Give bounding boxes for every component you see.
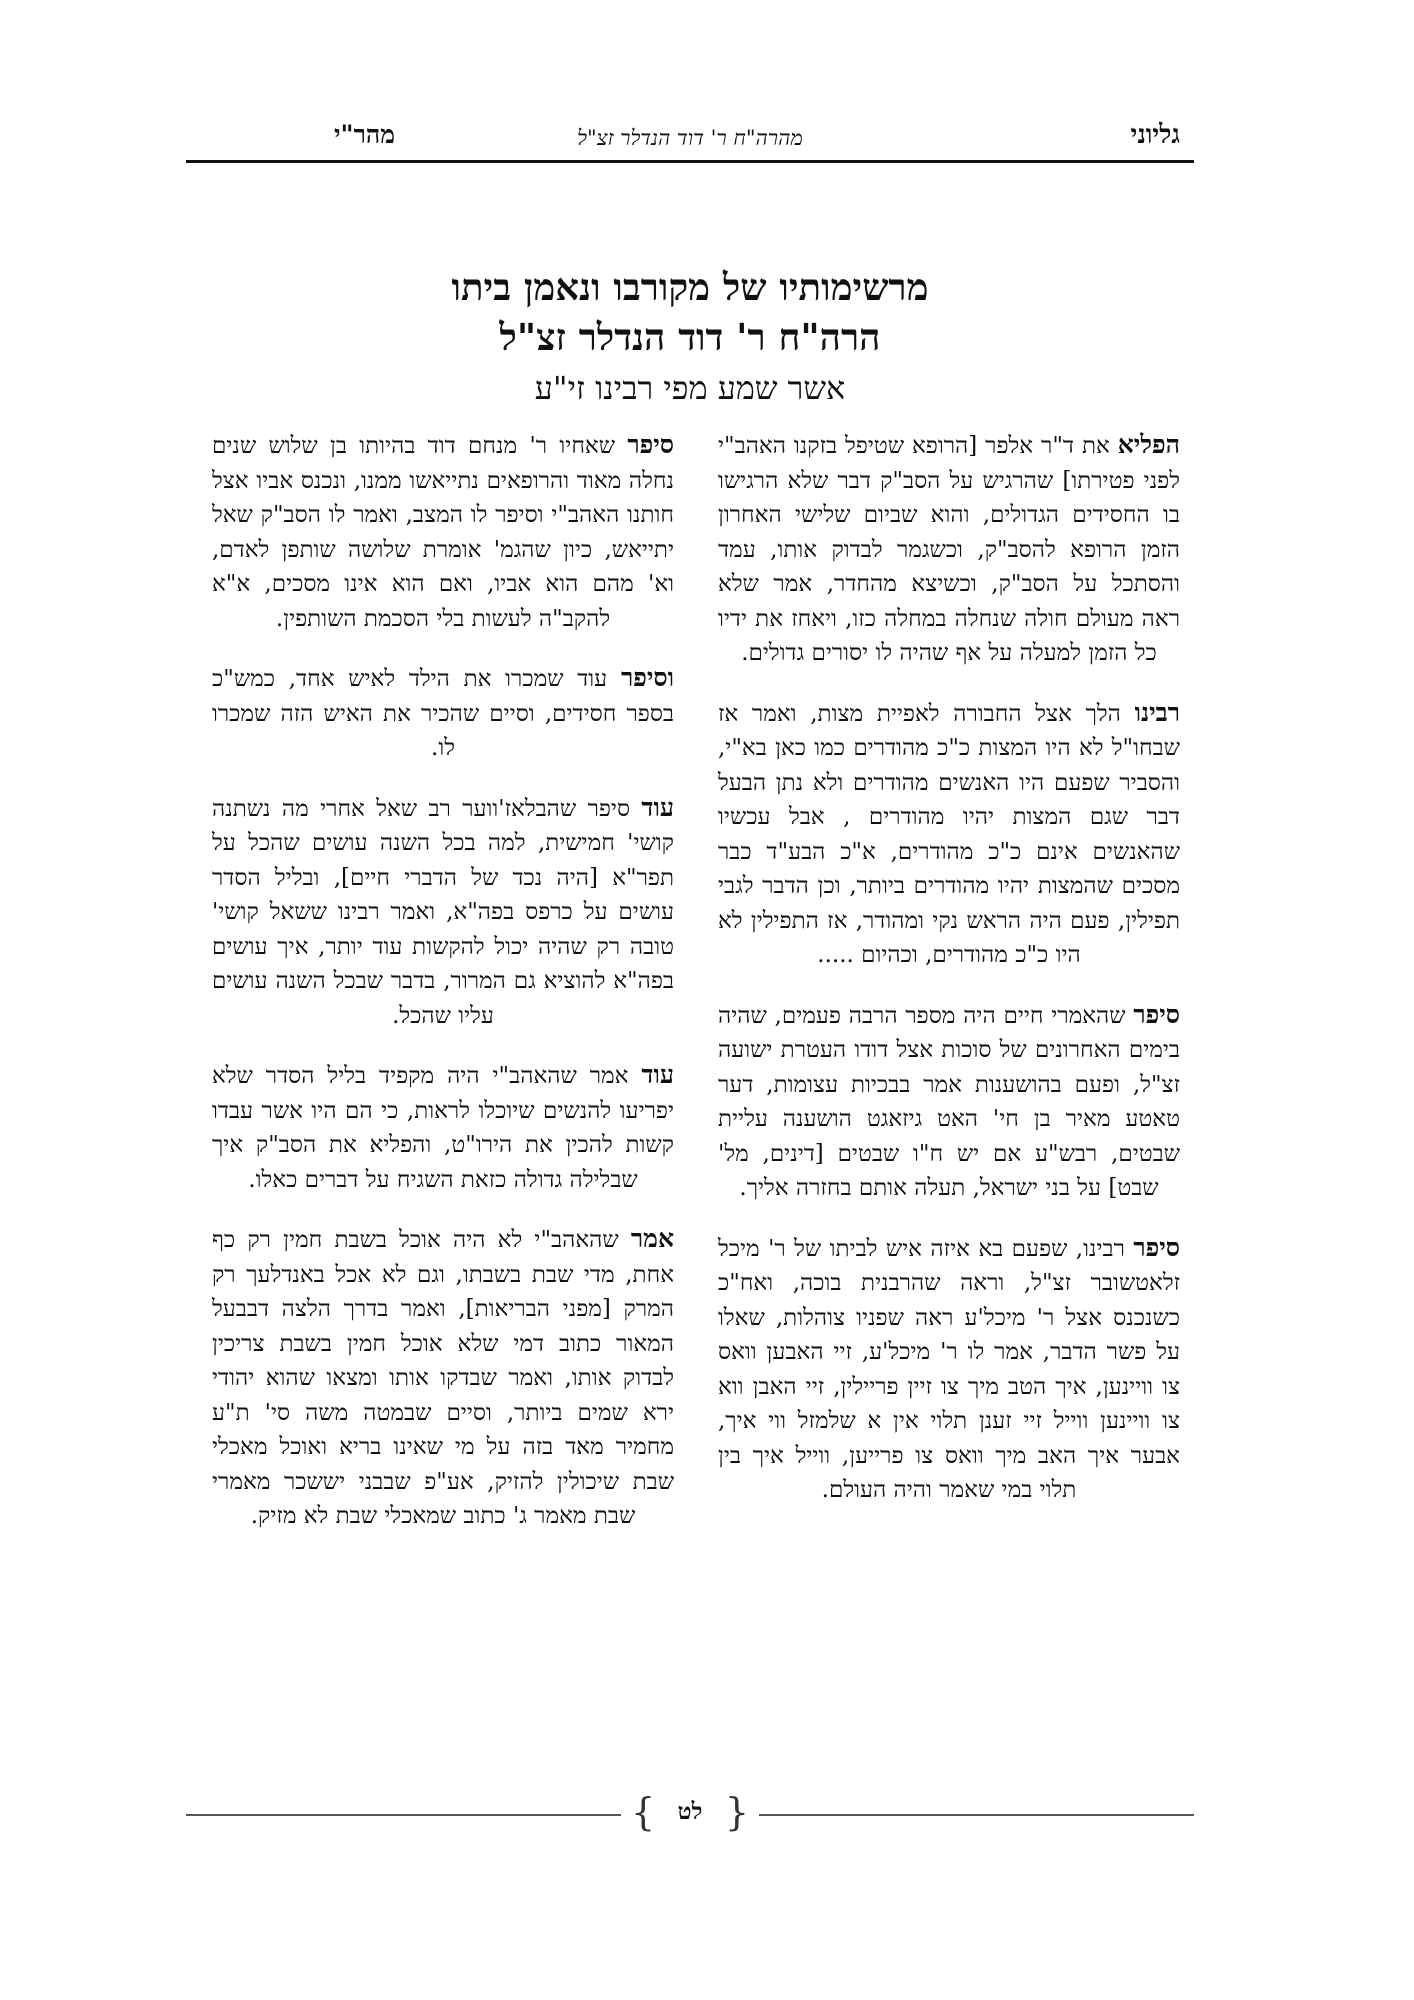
paragraph-text: עוד שמכרו את הילד לאיש אחד, כמש"כ בספר חסידים, וסיים שהכיר את האיש הזה שמכרו לו. — [212, 666, 674, 761]
paragraph-text: אמר שהאהב"י היה מקפיד בליל הסדר שלא יפריעו להנשים שיוכלו לראות, כי הם היו אשר עבדו קשות להכין את הירו"ט, והפליא את הסב"ק איך שבלילה גדולה כזאת השגיח על דברים כאלו. — [212, 1063, 674, 1193]
paragraph — [718, 998, 1180, 1206]
paragraph — [212, 428, 674, 636]
paragraph-text: סיפר שהבלאז'ווער רב שאל אחרי מה נשתנה קושי' חמישית, למה בכל השנה עושים שהכל על תפר"א [היה נכד של הדברי חיים], ובליל הסדר עושים על כרפס בפה"א, ואמר רבינו ששאל קושי' טובה רק שהיה יכול להקשות עוד יותר, איך עושים בפה"א להוציא גם המרור, בדבר שבכל השנה עושים עליו שהכל. — [212, 795, 674, 1029]
brace-ornament-icon: { — [724, 1790, 749, 1834]
article-title-block — [186, 262, 1194, 412]
paragraph-text: את ד"ר אלפר [הרופא שטיפל בזקנו האהב"י לפני פטירתו] שהרגיש על הסב"ק דבר שלא הרגישו בו החסידים הגדולים, והוא שביום שלישי האחרון הזמן הרופא להסב"ק, וכשגמר לבדוק אותו, עמד והסתכל על הסב"ק, וכשיצא מהחדר, אמר שלא ראה מעולם חולה שנחלה במחלה כזו, ויאחז את ידיו כל הזמן למעלה על אף שהיה לו יסורים גדולים. — [718, 433, 1180, 666]
paragraph-text: שהאהב"י לא היה אוכל בשבת חמין רק כף אחת, מדי שבת בשבתו, וגם לא אכל באנדלעך רק המרק [מפני הבריאות], ואמר בדרך הלצה דבבעל המאור כתוב דמי שלא אוכל חמין בשבת צריכין לבדוק אותו, ואמר שבדקו אותו ומצאו שהוא יהודי ירא שמים ביותר, וסיים שבמטה משה סי' ת"ע מחמיר מאד בזה על מי שאינו בריא ואוכל מאכלי שבת שיכולין להזיק, אע"פ שבבני יששכר מאמרי שבת מאמר ג' כתוב שמאכלי שבת לא מזיק. — [212, 1227, 674, 1529]
paragraph-lead-word: סיפר — [627, 430, 674, 459]
paragraph — [718, 428, 1180, 671]
paragraph-text: שהאמרי חיים היה מספר הרבה פעמים, שהיה בימים האחרונים של סוכות אצל דודו העטרת ישועה זצ"ל, ופעם בהושענות אמר בבכיות עצומות, דער טאטע מאיר בן חי' האט גיזאגט הושענה עליית שבטים, רבש"ע אם יש ח"ו שבטים [דינים, מל' שבט] על בני ישראל, תעלה אותם בחזרה אליך. — [718, 1002, 1180, 1201]
paragraph-lead-word: הפליא — [1117, 430, 1180, 459]
paragraph-lead-word: עוד — [641, 1060, 674, 1089]
paragraph — [718, 1231, 1180, 1508]
paragraph-text: רבינו, שפעם בא איזה איש לביתו של ר' מיכל זלאטשובר זצ"ל, וראה שהרבנית בוכה, ואח"כ כשנכנס אצל ר' מיכל'ע ראה שפניו צוהלות, שאלו על פשר הדבר, אמר לו ר' מיכל'ע, זיי האבען וואס צו וויינען, איך הטב מיך צו זיין פריילין, זיי האבן ווא צו וויינען ווייל זיי זענן תלוי אין א שלמזל ווי איך, אבער איך האב מיך וואס צו פרייען, ווייל איך בין תלוי במי שאמר והיה העולם. — [718, 1235, 1180, 1503]
right-column — [718, 428, 1180, 1758]
paragraph-lead-word: רבינו — [1134, 697, 1180, 727]
page-number: לט — [677, 1798, 703, 1825]
left-column — [212, 428, 674, 1758]
page-footer — [186, 1790, 1194, 1840]
running-header — [186, 108, 1194, 168]
title-line-2: הרה"ח ר' דוד הנדלר זצ"ל — [499, 315, 881, 359]
paragraph-lead-word: עוד — [641, 792, 674, 822]
subtitle: אשר שמע מפי רבינו זי"ע — [534, 369, 846, 407]
paragraph-text: הלך אצל החבורה לאפיית מצות, ואמר אז שבחו"ל לא היו המצות כ"כ מהודרים כמו כאן בא"י, והסביר שפעם היו האנשים מהודרים ולא נתן הבעל דבר שגם המצות יהיו מהודרים , אבל עכשיו שהאנשים אינם כ"כ מהודרים, א"כ הבע"ד כבר מסכים שהמצות יהיו מהודרים ביותר, וכן הדבר לגבי תפילין, פעם היה הראש נקי ומהודר, אז התפילין לא היו כ"כ מהודרים, וכהיום ..... — [718, 700, 1180, 968]
paragraph-text: שאחיו ר' מנחם דוד בהיותו בן שלוש שנים נחלה מאוד והרופאים נתייאשו ממנו, ונכנס אביו אצל חותנו האהב"י וסיפר לו המצב, ואמר לו הסב"ק שאל יתייאש, כיון שהגמ' אומרת שלושה שותפן לאדם, וא' מהם הוא אביו, ואם הוא אינו מסכים, א"א להקב"ה לעשות בלי הסכמת השותפין. — [212, 433, 674, 632]
paragraph-lead-word: וסיפר — [620, 663, 674, 692]
title-line-1: מרשימותיו של מקורבו ונאמן ביתו — [451, 265, 929, 309]
section-name: מהר"י — [334, 120, 396, 149]
article-body — [212, 428, 1180, 1758]
header-rule — [186, 160, 1194, 163]
article-subject: מהרה"ח ר' דוד הנדלר זצ"ל — [577, 126, 803, 150]
paragraph-lead-word: אמר — [630, 1224, 674, 1253]
paragraph-lead-word: סיפר — [1133, 1232, 1180, 1262]
journal-name: גליוני — [1130, 120, 1180, 150]
paragraph — [212, 1058, 674, 1197]
paragraph — [212, 1222, 674, 1534]
paragraph — [718, 696, 1180, 973]
paragraph-lead-word: סיפר — [1133, 999, 1180, 1029]
brace-ornament-icon: } — [631, 1790, 656, 1834]
paragraph — [212, 791, 674, 1034]
paragraph — [212, 661, 674, 766]
